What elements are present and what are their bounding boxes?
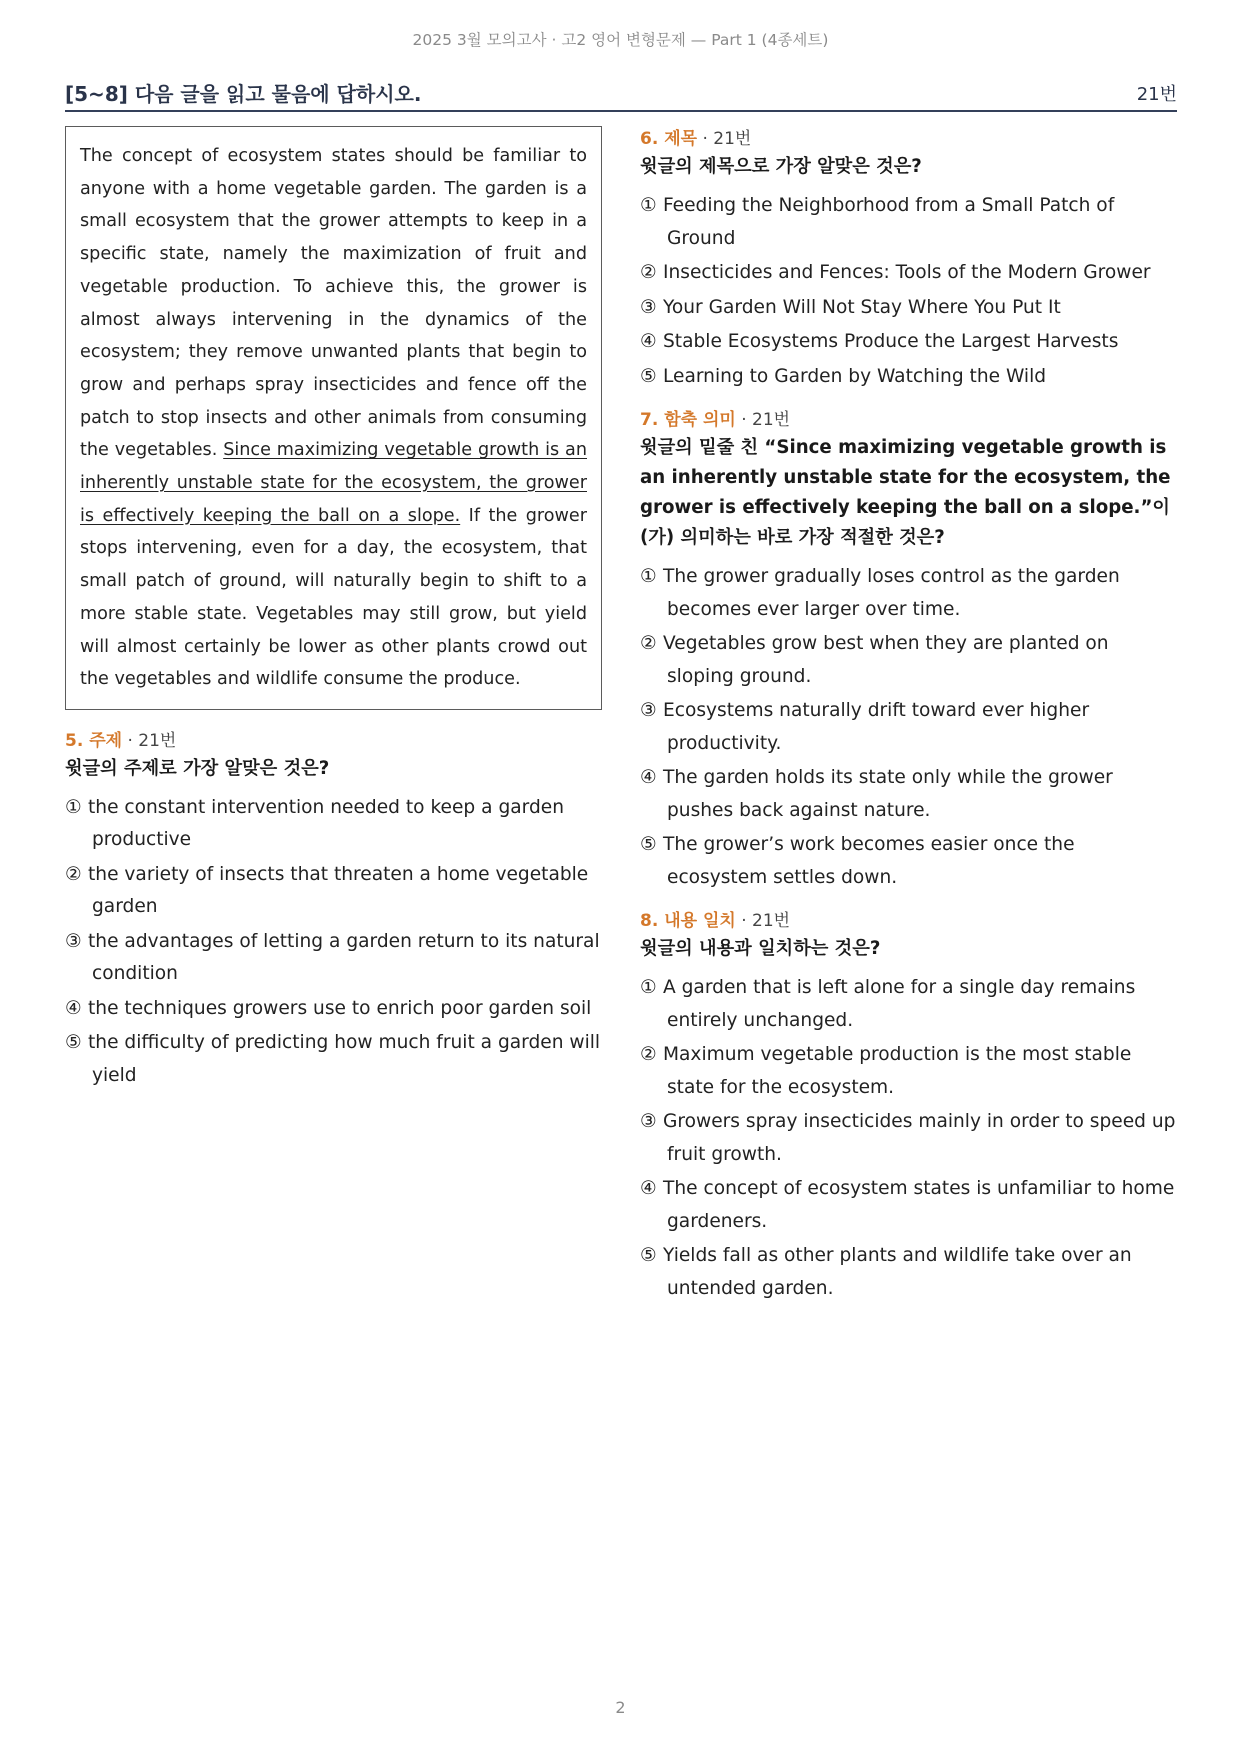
answer-option[interactable] [640,1173,1177,1238]
question-reference: 21번 [713,129,752,149]
right-column [640,126,1177,1307]
question-5 [65,728,602,1093]
question-reference: 21번 [138,730,177,751]
passage-underlined-sentence: Since maximizing vegetable growth is an inherently unstable state for the ecosystem, the grower is effectively keeping the ball on a slope. [80,440,587,526]
section-title: [5~8] 다음 글을 읽고 물음에 답하시오. [65,82,422,106]
option-number: ② [640,633,657,654]
option-text: Insecticides and Fences: Tools of the Modern Grower [663,262,1151,283]
answer-options [640,190,1177,393]
option-text: The grower’s work becomes easier once the ecosystem settles down. [663,834,1075,888]
option-text: The garden holds its state only while the grower pushes back against nature. [663,767,1113,821]
option-number: ④ [65,997,82,1019]
running-header: 2025 3월 모의고사 · 고2 영어 변형문제 — Part 1 (4종세트) [412,31,829,49]
option-text: the difficulty of predicting how much fruit a garden will yield [88,1032,601,1086]
question-reference: 21번 [752,410,791,430]
option-number: ① [640,195,657,216]
answer-option[interactable] [640,695,1177,760]
question-6 [640,126,1177,393]
passage-text-before: The concept of ecosystem states should be familiar to anyone with a home vegetable garden. The garden is a small ecosystem that the grower attempts to keep in a specific state, namely the maximization of fruit and vegetable production. To achieve this, the grower is almost always intervening in the dynamics of the ecosystem; they remove unwanted plants that begin to grow and perhaps spray insecticides and fence off the patch to stop insects and other animals from consuming the vegetables. [80,146,587,461]
question-header [640,126,1177,152]
section-number: 21번 [1136,84,1177,105]
answer-option[interactable] [640,829,1177,894]
answer-option[interactable] [640,972,1177,1037]
answer-option[interactable] [65,792,602,857]
option-text: Stable Ecosystems Produce the Largest Harvests [663,331,1119,352]
question-separator: · [735,410,753,430]
answer-options [640,972,1177,1305]
option-number: ② [640,1044,657,1065]
answer-option[interactable] [65,1027,602,1092]
question-8 [640,908,1177,1305]
answer-option[interactable] [640,762,1177,827]
question-separator: · [122,730,139,751]
answer-option[interactable] [640,1106,1177,1171]
question-label: 5. 주제 [65,730,123,751]
option-text: Feeding the Neighborhood from a Small Patch of Ground [663,195,1115,249]
answer-option[interactable] [640,190,1177,255]
option-text: Ecosystems naturally drift toward ever higher productivity. [663,700,1090,754]
option-number: ③ [640,296,657,318]
question-label: 7. 함축 의미 [640,410,736,430]
option-text: Maximum vegetable production is the most stable state for the ecosystem. [663,1044,1132,1098]
option-text: The concept of ecosystem states is unfamiliar to home gardeners. [663,1178,1175,1232]
page-number: 2 [615,1698,626,1717]
answer-option[interactable] [65,993,602,1026]
option-text: the techniques growers use to enrich poor garden soil [88,997,592,1019]
option-number: ① [640,977,657,998]
question-header [640,908,1177,934]
question-prompt: 윗글의 주제로 가장 알맞은 것은? [65,757,330,779]
question-header [640,407,1177,433]
option-number: ④ [640,767,657,788]
option-text: Learning to Garden by Watching the Wild [663,365,1047,387]
option-text: the variety of insects that threaten a home vegetable garden [88,863,589,918]
option-text: Your Garden Will Not Stay Where You Put It [663,296,1061,318]
option-number: ⑤ [65,1032,82,1054]
answer-option[interactable] [640,326,1177,359]
question-label: 6. 제목 [640,129,698,149]
option-number: ④ [640,331,657,352]
option-text: Vegetables grow best when they are planted on sloping ground. [663,633,1109,687]
option-number: ② [640,262,657,283]
question-header [65,728,602,754]
question-prompt: 윗글의 내용과 일치하는 것은? [640,938,881,959]
option-number: ⑤ [640,1245,657,1266]
question-label: 8. 내용 일치 [640,911,736,931]
passage-text-after: If the grower stops intervening, even for a day, the ecosystem, that small patch of ground, will naturally begin to shift to a more stable state. Vegetables may still grow, but yield will almost certainly be lower as other plants crowd out the vegetables and wildlife consume the produce. [80,505,587,690]
answer-option[interactable] [640,361,1177,394]
option-text: Yields fall as other plants and wildlife take over an untended garden. [663,1245,1132,1299]
question-prompt: 윗글의 밑줄 친 “Since maximizing vegetable growth is an inherently unstable state for the ecosystem, the grower is effectively keeping the ball on a slope.”이(가) 의미하는 바로 가장 적절한 것은? [640,437,1171,548]
option-number: ① [640,566,657,587]
question-separator: · [735,911,753,931]
answer-option[interactable] [65,926,602,991]
option-number: ⑤ [640,365,657,387]
answer-option[interactable] [640,1240,1177,1305]
answer-option[interactable] [640,292,1177,325]
option-number: ① [65,796,82,818]
answer-option[interactable] [640,1039,1177,1104]
answer-option[interactable] [65,859,602,924]
answer-option[interactable] [640,561,1177,626]
option-text: A garden that is left alone for a single day remains entirely unchanged. [663,977,1136,1031]
question-prompt: 윗글의 제목으로 가장 알맞은 것은? [640,156,922,177]
answer-option[interactable] [640,628,1177,693]
question-reference: 21번 [752,911,791,931]
reading-passage [65,126,602,710]
question-separator: · [697,129,714,149]
option-text: the constant intervention needed to keep a garden productive [88,796,564,851]
answer-option[interactable] [640,257,1177,290]
option-text: the advantages of letting a garden return to its natural condition [88,930,600,985]
option-text: The grower gradually loses control as the garden becomes ever larger over time. [663,566,1120,620]
question-7 [640,407,1177,894]
section-header [65,74,1177,112]
answer-options [640,561,1177,894]
option-number: ④ [640,1178,657,1199]
option-number: ② [65,863,82,885]
answer-options [65,792,602,1093]
option-number: ③ [640,1111,657,1132]
option-text: Growers spray insecticides mainly in order to speed up fruit growth. [663,1111,1176,1165]
option-number: ③ [65,930,82,952]
option-number: ⑤ [640,834,657,855]
left-column [65,126,602,1094]
option-number: ③ [640,700,657,721]
